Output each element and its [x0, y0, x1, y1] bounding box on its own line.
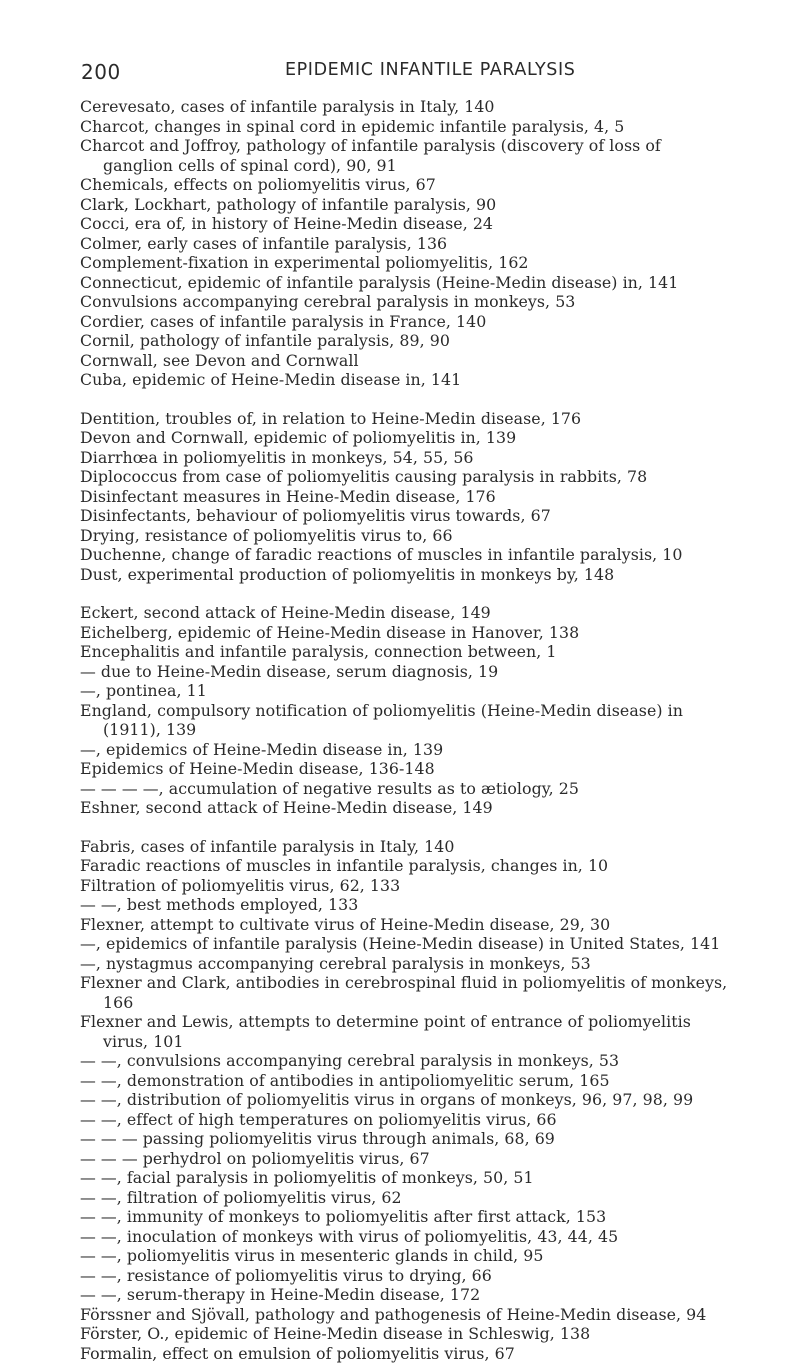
- index-entry: — —, facial paralysis in poliomyelitis of monkeys, 50, 51: [80, 1168, 730, 1188]
- index-entry: — —, demonstration of antibodies in antipoliomyelitic serum, 165: [80, 1071, 730, 1091]
- index-entry: Flexner and Clark, antibodies in cerebrospinal fluid in poliomyelitis of monkeys, 166: [80, 973, 730, 1012]
- index-entry: Disinfectants, behaviour of poliomyelitis virus towards, 67: [80, 506, 730, 526]
- index-entry: Filtration of poliomyelitis virus, 62, 133: [80, 876, 730, 896]
- index-entry: Cornil, pathology of infantile paralysis, 89, 90: [80, 331, 730, 351]
- index-entry: — —, filtration of poliomyelitis virus, 62: [80, 1188, 730, 1208]
- index-entry: Förssner and Sjövall, pathology and pathogenesis of Heine-Medin disease, 94: [80, 1305, 730, 1325]
- index-entry: —, epidemics of infantile paralysis (Heine-Medin disease) in United States, 141: [80, 934, 730, 954]
- index-entry: Diplococcus from case of poliomyelitis causing paralysis in rabbits, 78: [80, 467, 730, 487]
- index-entry: — —, distribution of poliomyelitis virus in organs of monkeys, 96, 97, 98, 99: [80, 1090, 730, 1110]
- index-entry: Disinfectant measures in Heine-Medin disease, 176: [80, 487, 730, 507]
- index-entry: Diarrhœa in poliomyelitis in monkeys, 54, 55, 56: [80, 448, 730, 468]
- index-entry: —, nystagmus accompanying cerebral paralysis in monkeys, 53: [80, 954, 730, 974]
- index-entry: Cornwall, see Devon and Cornwall: [80, 351, 730, 371]
- index-entry: Flexner and Lewis, attempts to determine point of entrance of poliomyelitis virus, 101: [80, 1012, 730, 1051]
- index-entry: Fabris, cases of infantile paralysis in Italy, 140: [80, 837, 730, 857]
- index-entry: — —, serum-therapy in Heine-Medin disease, 172: [80, 1285, 730, 1305]
- index-entry: — due to Heine-Medin disease, serum diagnosis, 19: [80, 662, 730, 682]
- index-entry: Complement-fixation in experimental poliomyelitis, 162: [80, 253, 730, 273]
- index-entry: — —, resistance of poliomyelitis virus to drying, 66: [80, 1266, 730, 1286]
- index-entry: Charcot and Joffroy, pathology of infantile paralysis (discovery of loss of ganglion cells of spinal cord), 90, 91: [80, 136, 730, 175]
- index-entry: Dust, experimental production of poliomyelitis in monkeys by, 148: [80, 565, 730, 585]
- index-entry: — —, best methods employed, 133: [80, 895, 730, 915]
- index-entry: — — — —, accumulation of negative results as to ætiology, 25: [80, 779, 730, 799]
- index-entry: Förster, O., epidemic of Heine-Medin disease in Schleswig, 138: [80, 1324, 730, 1344]
- index-entry: — — — passing poliomyelitis virus through animals, 68, 69: [80, 1129, 730, 1149]
- index-entry: Cocci, era of, in history of Heine-Medin disease, 24: [80, 214, 730, 234]
- index-entry: Charcot, changes in spinal cord in epidemic infantile paralysis, 4, 5: [80, 117, 730, 137]
- index-entry: Epidemics of Heine-Medin disease, 136-148: [80, 759, 730, 779]
- index-list: [80, 97, 730, 1363]
- index-entry: Encephalitis and infantile paralysis, connection between, 1: [80, 642, 730, 662]
- index-entry: Eichelberg, epidemic of Heine-Medin disease in Hanover, 138: [80, 623, 730, 643]
- index-entry: Chemicals, effects on poliomyelitis virus, 67: [80, 175, 730, 195]
- index-entry: Cordier, cases of infantile paralysis in France, 140: [80, 312, 730, 332]
- index-entry: Devon and Cornwall, epidemic of poliomyelitis in, 139: [80, 428, 730, 448]
- running-title: EPIDEMIC INFANTILE PARALYSIS: [285, 60, 575, 80]
- index-entry: Convulsions accompanying cerebral paralysis in monkeys, 53: [80, 292, 730, 312]
- index-entry: — —, inoculation of monkeys with virus of poliomyelitis, 43, 44, 45: [80, 1227, 730, 1247]
- index-entry: Clark, Lockhart, pathology of infantile paralysis, 90: [80, 195, 730, 215]
- index-entry: Eshner, second attack of Heine-Medin disease, 149: [80, 798, 730, 818]
- index-entry: — — — perhydrol on poliomyelitis virus, 67: [80, 1149, 730, 1169]
- index-entry: Eckert, second attack of Heine-Medin disease, 149: [80, 603, 730, 623]
- page-header: [0, 60, 800, 90]
- index-entry: — —, immunity of monkeys to poliomyelitis after first attack, 153: [80, 1207, 730, 1227]
- index-entry: Colmer, early cases of infantile paralysis, 136: [80, 234, 730, 254]
- index-entry: — —, poliomyelitis virus in mesenteric glands in child, 95: [80, 1246, 730, 1266]
- index-entry: — —, effect of high temperatures on poliomyelitis virus, 66: [80, 1110, 730, 1130]
- index-entry: Flexner, attempt to cultivate virus of Heine-Medin disease, 29, 30: [80, 915, 730, 935]
- index-entry: —, pontinea, 11: [80, 681, 730, 701]
- index-entry: Duchenne, change of faradic reactions of muscles in infantile paralysis, 10: [80, 545, 730, 565]
- index-entry: Dentition, troubles of, in relation to Heine-Medin disease, 176: [80, 409, 730, 429]
- page-number: 200: [81, 60, 121, 84]
- index-entry: Drying, resistance of poliomyelitis virus to, 66: [80, 526, 730, 546]
- index-entry: —, epidemics of Heine-Medin disease in, 139: [80, 740, 730, 760]
- index-entry: Formalin, effect on emulsion of poliomyelitis virus, 67: [80, 1344, 730, 1363]
- index-entry: Connecticut, epidemic of infantile paralysis (Heine-Medin disease) in, 141: [80, 273, 730, 293]
- index-entry: Cerevesato, cases of infantile paralysis in Italy, 140: [80, 97, 730, 117]
- index-entry: England, compulsory notification of poliomyelitis (Heine-Medin disease) in (1911), 139: [80, 701, 730, 740]
- index-entry: Cuba, epidemic of Heine-Medin disease in, 141: [80, 370, 730, 390]
- index-entry: — —, convulsions accompanying cerebral paralysis in monkeys, 53: [80, 1051, 730, 1071]
- index-entry: Faradic reactions of muscles in infantile paralysis, changes in, 10: [80, 856, 730, 876]
